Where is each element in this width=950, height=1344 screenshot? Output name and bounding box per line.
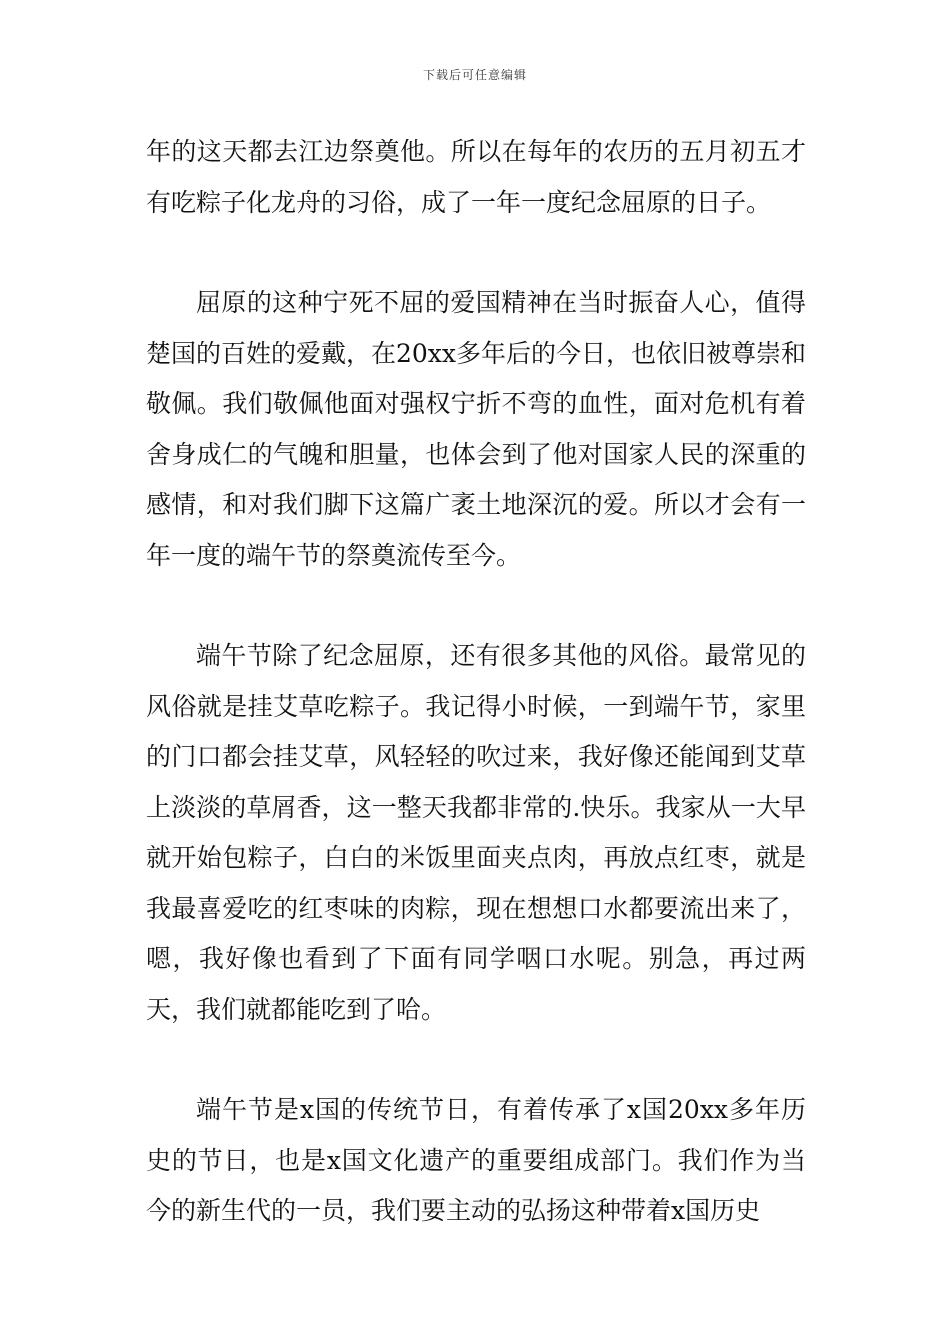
page-header-note: 下载后可任意编辑 (422, 68, 527, 82)
paragraph-3: 端午节除了纪念屈原，还有很多其他的风俗。最常见的风俗就是挂艾草吃粽子。我记得小时候，一到端午节，家里的门口都会挂艾草，风轻轻的吹过来，我好像还能闻到艾草上淡淡的草屑香，这一整天我都非常的.快乐。我家从一大早就开始包粽子，白白的米饭里面夹点肉，再放点红枣，就是我最喜爱吃的红枣味的肉粽，现在想想口水都要流出来了，嗯，我好像也看到了下面有同学咽口水呢。别急，再过两天，我们就都能吃到了哈。 (146, 641, 806, 1024)
paragraph-4: 端午节是x国的传统节日，有着传承了x国20xx多年历史的节日，也是x国文化遗产的重要组成部门。我们作为当今的新生代的一员，我们要主动的弘扬这种带着x国历史 (146, 1095, 806, 1225)
document-body (146, 127, 806, 1237)
paragraph-2: 屈原的这种宁死不屈的爱国精神在当时振奋人心，值得楚国的百姓的爱戴，在20xx多年后的今日，也依旧被尊崇和敬佩。我们敬佩他面对强权宁折不弯的血性，面对危机有着舍身成仁的气魄和胆量，也体会到了他对国家人民的深重的感情，和对我们脚下这篇广袤土地深沉的爱。所以才会有一年一度的端午节的祭奠流传至今。 (146, 288, 807, 570)
paragraph-1: 年的这天都去江边祭奠他。所以在每年的农历的五月初五才有吃粽子化龙舟的习俗，成了一年一度纪念屈原的日子。 (146, 137, 806, 217)
